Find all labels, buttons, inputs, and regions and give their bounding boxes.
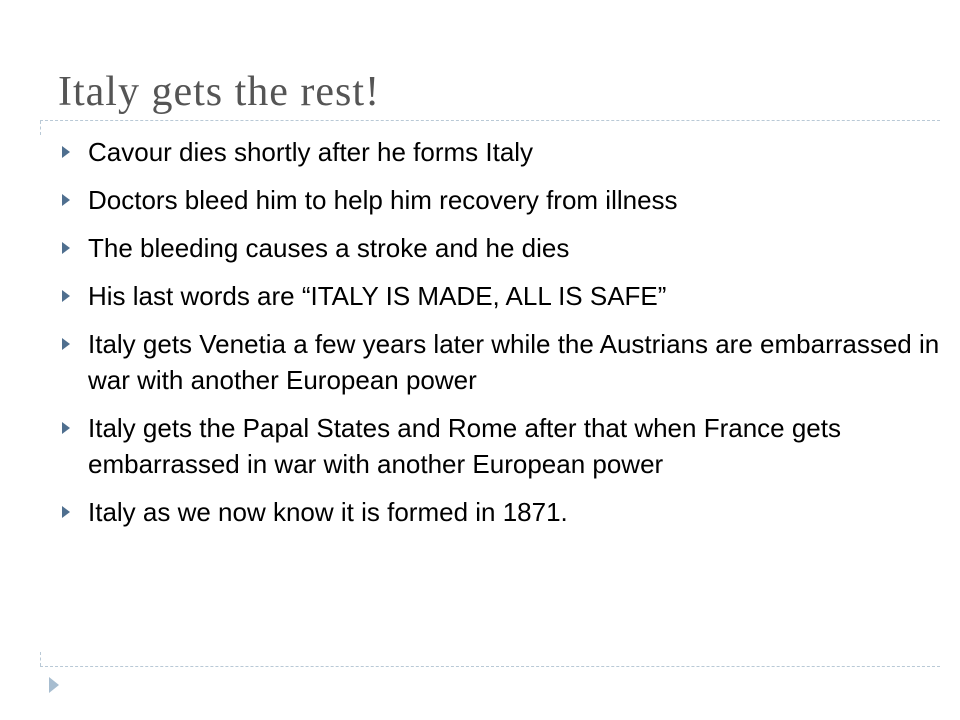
bullet-item: [62, 278, 942, 314]
triangle-bullet-icon: [62, 506, 70, 518]
bullet-text: Italy as we now know it is formed in 1871.: [88, 497, 568, 527]
triangle-bullet-icon: [62, 194, 70, 206]
triangle-bullet-icon: [62, 242, 70, 254]
bullet-item: [62, 134, 942, 170]
top-left-corner-mark: [40, 121, 41, 135]
bullet-item: [62, 410, 942, 482]
triangle-bullet-icon: [62, 290, 70, 302]
footer-divider: [40, 666, 940, 667]
bullet-text: Italy gets Venetia a few years later while the Austrians are embarrassed in war with another European power: [88, 329, 940, 395]
bullet-text: His last words are “ITALY IS MADE, ALL IS SAFE”: [88, 281, 667, 311]
bullet-item: [62, 494, 942, 530]
bullet-item: [62, 182, 942, 218]
bullet-text: Cavour dies shortly after he forms Italy: [88, 137, 534, 167]
title-divider: [40, 120, 940, 121]
triangle-marker-icon: [49, 677, 59, 693]
triangle-bullet-icon: [62, 146, 70, 158]
bullet-item: [62, 326, 942, 398]
bullet-text: Doctors bleed him to help him recovery from illness: [88, 185, 678, 215]
bottom-left-corner-mark: [40, 652, 41, 666]
bullet-text: The bleeding causes a stroke and he dies: [88, 233, 570, 263]
bullet-item: [62, 230, 942, 266]
slide-title: Italy gets the rest!: [58, 69, 381, 115]
bullet-list: [62, 134, 942, 542]
triangle-bullet-icon: [62, 422, 70, 434]
bullet-text: Italy gets the Papal States and Rome after that when France gets embarrassed in war with another European power: [88, 413, 841, 479]
triangle-bullet-icon: [62, 338, 70, 350]
